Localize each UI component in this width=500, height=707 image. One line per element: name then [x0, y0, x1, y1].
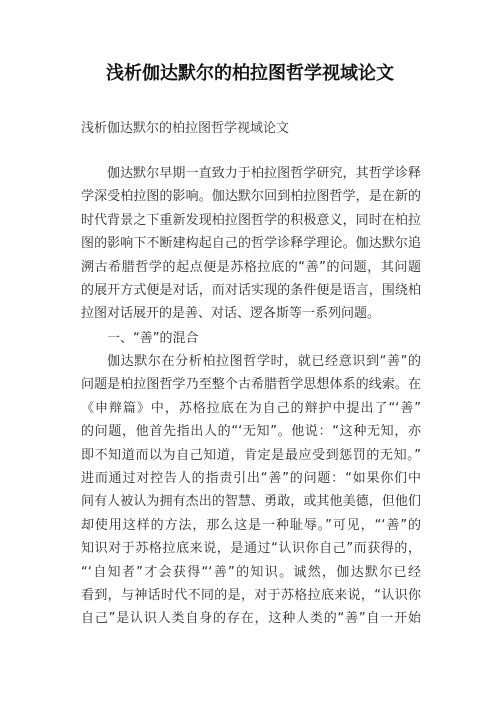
paragraph-line: 却使用这样的方法，那么这是一种耻辱。”可见，“‘善”的: [81, 517, 421, 533]
paragraph-line: 学深受柏拉图的影响。伽达默尔回到柏拉图哲学，是在新的: [81, 189, 421, 205]
paragraph-line: 问题是柏拉图哲学乃至整个古希腊哲学思想体系的线索。在: [81, 377, 421, 393]
document-title: 浅析伽达默尔的柏拉图哲学视域论文: [106, 63, 394, 84]
paragraph-line: 间有人被认为拥有杰出的智慧、勇敢，或其他美德，但他们: [81, 494, 421, 510]
paragraph-line: 《申辩篇》中，苏格拉底在为自己的辩护中提出了“‘善”: [81, 400, 421, 416]
paragraph-line: 自己”是认识人类自身的存在，这种人类的“善”自一开始: [81, 611, 421, 627]
document-subtitle: 浅析伽达默尔的柏拉图哲学视域论文: [81, 121, 290, 136]
paragraph-line: 伽达默尔在分析柏拉图哲学时，就已经意识到“善”的: [107, 354, 421, 369]
paragraph-line: 时代背景之下重新发现柏拉图哲学的积极意义，同时在柏拉: [81, 212, 421, 228]
paragraph-line: 的问题，他首先指出人的“‘无知”。他说：“这种无知，亦: [81, 424, 421, 440]
paragraph-line: “‘自知者”才会获得“‘善”的知识。诚然，伽达默尔已经: [81, 564, 421, 580]
paragraph-line: 拉图对话展开的是善、对话、逻各斯等一系列问题。: [81, 306, 381, 322]
paragraph-line: 进而通过对控告人的指责引出“善”的问题：“如果你们中: [81, 470, 421, 486]
paragraph-line: 图的影响下不断建构起自己的哲学诊释学理论。伽达默尔追: [81, 236, 421, 252]
paragraph-line: 伽达默尔早期一直致力于柏拉图哲学研究，其哲学诊释: [107, 166, 421, 181]
paragraph-intro: [81, 162, 421, 326]
paragraph-line: 溯古希腊哲学的起点便是苏格拉底的“善”的问题，其问题: [81, 259, 421, 275]
paragraph-line: 的展开方式便是对话，而对话实现的条件便是语言，围绕柏: [81, 282, 421, 298]
paragraph-line: 看到，与神话时代不同的是，对于苏格拉底来说，“认识你: [81, 587, 421, 603]
paragraph-line: 知识对于苏格拉底来说，是通过“认识你自己”而获得的，: [81, 541, 421, 557]
paragraph-section-one: [81, 350, 421, 631]
paragraph-line: 即不知道而以为自己知道，肯定是最应受到惩罚的无知。”: [81, 447, 421, 463]
section-heading: 一、“善”的混合: [107, 331, 199, 346]
